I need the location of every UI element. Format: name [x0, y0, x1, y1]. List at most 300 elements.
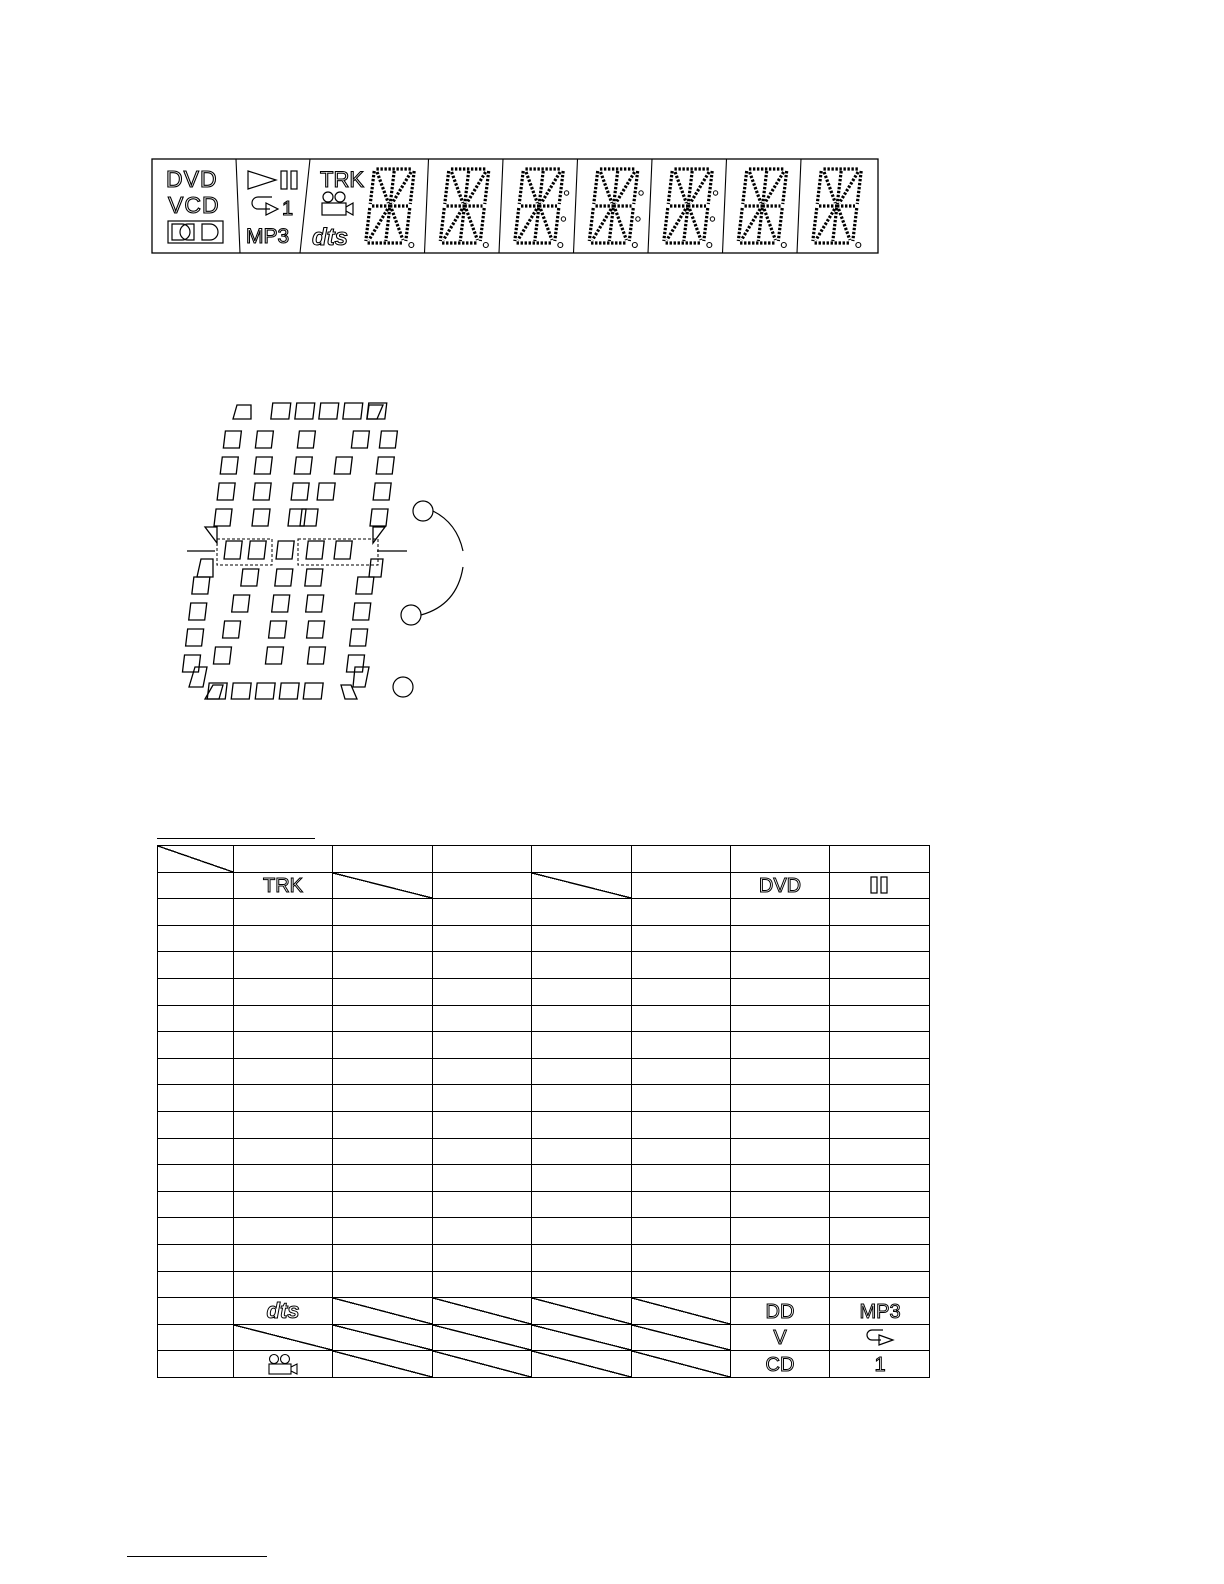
digit-segment [708, 171, 712, 204]
table-cell [730, 1058, 829, 1085]
digit-segment [559, 171, 563, 204]
table-cell [432, 1165, 531, 1192]
segment-cell [275, 569, 293, 586]
segment-cell [376, 457, 394, 474]
digit-segment [526, 172, 537, 203]
segment-cell [303, 683, 323, 699]
table-cell [333, 1324, 432, 1351]
segment-cell [373, 527, 385, 543]
segment-cell [220, 457, 238, 474]
table-cell [234, 1085, 333, 1112]
table-cell [631, 1058, 730, 1085]
segment-cell [334, 541, 352, 559]
svg-text:MP3: MP3 [858, 1300, 901, 1323]
table-cell [532, 1032, 631, 1059]
segment-cell [346, 655, 364, 672]
table-cell [432, 1271, 531, 1298]
segment-cell [367, 405, 383, 419]
digit-segment [369, 209, 388, 240]
segment-cell [351, 431, 369, 448]
table-cell [532, 1138, 631, 1165]
table-cell [631, 1085, 730, 1112]
table-cell [631, 1191, 730, 1218]
segment-cell [241, 569, 259, 586]
dolby-digital-icon [168, 221, 223, 243]
digit-segment [467, 172, 486, 203]
table-cell [532, 1111, 631, 1138]
digit-segment [589, 208, 593, 241]
camera-angle-icon [322, 192, 353, 215]
mp3-indicator: MP3 [246, 225, 290, 248]
table-cell [631, 1111, 730, 1138]
cell-label [235, 873, 331, 897]
digit-segment [824, 172, 835, 203]
svg-text:dts: dts [266, 1297, 300, 1323]
digit-row [366, 159, 861, 253]
digit-7 [797, 159, 861, 253]
table-cell [532, 1324, 631, 1351]
digit-segment [519, 171, 523, 204]
table-row [158, 899, 930, 926]
table-row [158, 1085, 930, 1112]
segment-detail-diagram [185, 395, 485, 715]
table-row [158, 1298, 930, 1325]
table-cell [432, 1191, 531, 1218]
table-cell [830, 1271, 929, 1298]
table-row [158, 925, 930, 952]
decimal-point [632, 243, 637, 248]
decimal-point [707, 243, 712, 248]
table-cell [158, 1165, 234, 1192]
table-cell [830, 899, 929, 926]
table-cell [730, 846, 829, 873]
colon-dot-icon [401, 605, 421, 625]
table-cell [432, 1298, 531, 1325]
pause-icon [869, 875, 891, 895]
cell-label [732, 1325, 828, 1349]
digit-segment [667, 209, 686, 240]
table-cell [234, 1324, 333, 1351]
table-cell [730, 1351, 829, 1378]
table-cell [631, 1005, 730, 1032]
digit-segment [765, 172, 784, 203]
segment-grid-table [157, 845, 930, 1378]
dvd-indicator: DVD [166, 166, 218, 192]
segment-cell [265, 647, 283, 664]
digit-segment [853, 208, 857, 241]
digit-segment [634, 171, 638, 204]
table-cell [158, 872, 234, 899]
segment-cell [253, 483, 271, 500]
segment-cell [272, 595, 290, 612]
table-cell [830, 846, 929, 873]
repeat-one-indicator: 1 [282, 198, 294, 220]
table-row [158, 846, 930, 873]
table-cell [532, 978, 631, 1005]
table-cell [830, 1191, 929, 1218]
decimal-point [781, 243, 786, 248]
digit-segment [764, 209, 775, 240]
table-cell [730, 1111, 829, 1138]
table-cell [730, 1005, 829, 1032]
table-cell [333, 1111, 432, 1138]
segment-cell [307, 647, 325, 664]
table-cell [532, 1244, 631, 1271]
table-cell [432, 1138, 531, 1165]
digit-segment [601, 172, 612, 203]
segment-cell [291, 483, 309, 500]
table-cell [333, 1165, 432, 1192]
digit-segment [406, 208, 410, 241]
digit-5 [648, 159, 718, 253]
table-cell [234, 872, 333, 899]
segment-cell [373, 483, 391, 500]
digit-segment [783, 171, 787, 204]
table-cell [158, 1191, 234, 1218]
digit-segment [555, 208, 559, 241]
repeat-icon [863, 1327, 897, 1347]
table-cell [631, 846, 730, 873]
table-cell [830, 1085, 929, 1112]
segment-cell [271, 403, 291, 419]
segment-cell [350, 629, 368, 646]
digit-segment [629, 208, 633, 241]
digit-1 [366, 169, 414, 248]
colon-dot [710, 217, 714, 221]
segment-cell [300, 509, 318, 526]
digit-segment [410, 171, 414, 204]
segment-cell [353, 667, 369, 687]
table-cell [830, 1351, 929, 1378]
table-cell [234, 1165, 333, 1192]
table-cell [333, 1298, 432, 1325]
table-cell [730, 1191, 829, 1218]
digit-segment [615, 209, 626, 240]
table-cell [234, 978, 333, 1005]
table-row [158, 872, 930, 899]
table-cell [158, 1058, 234, 1085]
segment-cell [252, 509, 270, 526]
table-cell [631, 899, 730, 926]
segment-cell [369, 559, 383, 577]
table-cell [432, 899, 531, 926]
camera-angle-icon [266, 1353, 300, 1375]
table-row [158, 1138, 930, 1165]
segment-cell [205, 527, 217, 543]
table-cell [432, 978, 531, 1005]
table-cell [730, 1085, 829, 1112]
segment-cell [255, 431, 273, 448]
table-cell [830, 1244, 929, 1271]
table-cell [234, 1191, 333, 1218]
table-cell [234, 1271, 333, 1298]
colon-dot [639, 191, 643, 195]
table-cell [532, 1058, 631, 1085]
digit-separator [797, 159, 801, 253]
table-cell [432, 872, 531, 899]
table-cell [234, 1111, 333, 1138]
digit-segment [816, 209, 835, 240]
digit-segment [518, 209, 537, 240]
table-cell [532, 1085, 631, 1112]
table-cell [730, 872, 829, 899]
segment-cell [223, 431, 241, 448]
table-cell [333, 872, 432, 899]
table-cell [333, 1271, 432, 1298]
cell-label [732, 873, 828, 897]
digit-segment [392, 172, 411, 203]
colon-connector-upper [433, 511, 463, 551]
segment-cell [189, 603, 207, 620]
table-cell [631, 1324, 730, 1351]
table-cell [333, 925, 432, 952]
table-cell [158, 1111, 234, 1138]
segment-cell [319, 403, 339, 419]
segment-cell [213, 647, 231, 664]
table-cell [234, 1351, 333, 1378]
table-caption-underline [157, 838, 315, 839]
svg-text:CD: CD [765, 1354, 795, 1377]
digit-segment [594, 171, 598, 204]
digit-segment [443, 209, 462, 240]
table-cell [830, 1298, 929, 1325]
segment-cell [288, 509, 306, 526]
table-row [158, 1032, 930, 1059]
table-cell [532, 872, 631, 899]
table-cell [234, 1298, 333, 1325]
svg-text:TRK: TRK [263, 875, 304, 898]
segment-cell [305, 569, 323, 586]
table-cell [158, 899, 234, 926]
digit-segment [743, 171, 747, 204]
digit-segment [750, 172, 761, 203]
digit-segment [592, 209, 611, 240]
table-cell [158, 1032, 234, 1059]
digit-4 [574, 159, 644, 253]
digit-segment [778, 208, 782, 241]
table-row [158, 1351, 930, 1378]
table-cell [234, 952, 333, 979]
table-row [158, 1005, 930, 1032]
colon-connector-lower [421, 567, 463, 615]
table-cell [158, 1218, 234, 1245]
segment-cell [231, 683, 251, 699]
digit-segment [704, 208, 708, 241]
segment-cell [294, 457, 312, 474]
digit-6 [723, 159, 787, 253]
table-cell [631, 1351, 730, 1378]
pause-icon [281, 171, 297, 189]
table-row [158, 1058, 930, 1085]
table-cell [158, 978, 234, 1005]
table-cell [432, 1005, 531, 1032]
segment-cell [379, 431, 397, 448]
table-cell [432, 1324, 531, 1351]
colon-dot-icon [413, 501, 433, 521]
decimal-point [483, 243, 488, 248]
cell-label [732, 1299, 828, 1323]
table-cell [333, 1085, 432, 1112]
table-cell [830, 952, 929, 979]
digit-segment [466, 209, 477, 240]
table-cell [830, 1111, 929, 1138]
svg-text:dts: dts [312, 224, 348, 251]
table-cell [730, 1032, 829, 1059]
table-cell [234, 1138, 333, 1165]
table-cell [830, 1058, 929, 1085]
highlight-box-right [298, 539, 378, 565]
table-cell [158, 1271, 234, 1298]
digit-segment [690, 209, 701, 240]
digit-separator [648, 159, 652, 253]
digit-segment [366, 208, 370, 241]
table-row [158, 1324, 930, 1351]
segment-cell [370, 509, 388, 526]
table-cell [234, 899, 333, 926]
table-cell [730, 1271, 829, 1298]
table-cell [532, 925, 631, 952]
digit-segment [668, 171, 672, 204]
table-cell [631, 872, 730, 899]
table-cell [532, 1218, 631, 1245]
table-cell [830, 1032, 929, 1059]
table-row [158, 1271, 930, 1298]
digit-segment [515, 208, 519, 241]
table-cell [234, 1218, 333, 1245]
segment-cell [189, 667, 207, 687]
digit-segment [616, 172, 635, 203]
table-cell [532, 899, 631, 926]
table-cell [333, 846, 432, 873]
table-cell [730, 1138, 829, 1165]
digit-segment [675, 172, 686, 203]
digit-2 [425, 159, 489, 253]
table-cell [234, 1244, 333, 1271]
svg-text:1: 1 [873, 1354, 886, 1377]
table-row [158, 1218, 930, 1245]
table-cell [158, 925, 234, 952]
digit-segment [452, 172, 463, 203]
table-cell [158, 1298, 234, 1325]
table-cell [830, 1324, 929, 1351]
digit-separator [723, 159, 727, 253]
table-cell [631, 1032, 730, 1059]
digit-segment [485, 171, 489, 204]
table-cell [234, 1005, 333, 1032]
digit-segment [392, 209, 403, 240]
table-cell [333, 1351, 432, 1378]
digit-segment [541, 209, 552, 240]
digit-segment [480, 208, 484, 241]
digit-segment [445, 171, 449, 204]
segment-cell [279, 683, 299, 699]
table-cell [234, 1032, 333, 1059]
table-cell [333, 899, 432, 926]
segment-cell [306, 541, 324, 559]
segment-cell [297, 431, 315, 448]
decimal-point [856, 243, 861, 248]
segment-cell [224, 541, 242, 559]
digit-segment [664, 208, 668, 241]
table-cell [432, 925, 531, 952]
table-cell [432, 1085, 531, 1112]
table-cell [631, 1244, 730, 1271]
segment-cell [255, 683, 275, 699]
colon-dot [636, 217, 640, 221]
segment-cell [295, 403, 315, 419]
table-row [158, 1191, 930, 1218]
panel-divider [236, 159, 240, 253]
panel-divider [300, 159, 310, 253]
table-cell [830, 1165, 929, 1192]
table-cell [234, 846, 333, 873]
segment-cell [233, 405, 251, 419]
segment-cell [356, 577, 374, 594]
svg-text:DVD: DVD [759, 875, 802, 898]
table-cell [333, 1138, 432, 1165]
segment-cell [214, 509, 232, 526]
digit-3 [499, 159, 569, 253]
segment-cell [306, 595, 324, 612]
table-cell [158, 846, 234, 873]
table-cell [432, 1218, 531, 1245]
table-cell [730, 925, 829, 952]
table-cell [631, 925, 730, 952]
digit-segment [839, 209, 850, 240]
table-cell [631, 1271, 730, 1298]
fl-display-panel [150, 157, 880, 257]
table-cell [532, 1005, 631, 1032]
table-cell [333, 1191, 432, 1218]
table-row [158, 1165, 930, 1192]
segment-cell [217, 483, 235, 500]
trk-indicator: TRK [320, 167, 364, 192]
table-cell [432, 1058, 531, 1085]
play-icon [248, 171, 276, 189]
dts-logo-icon [312, 224, 348, 251]
table-cell [432, 846, 531, 873]
table-cell [158, 952, 234, 979]
table-cell [158, 1138, 234, 1165]
digit-segment [741, 209, 760, 240]
table-cell [532, 846, 631, 873]
table-cell [532, 1165, 631, 1192]
digit-segment [690, 172, 709, 203]
digit-separator [574, 159, 578, 253]
colon-dot [561, 217, 565, 221]
table-cell [158, 1085, 234, 1112]
segment-cell [197, 559, 213, 577]
table-cell [730, 899, 829, 926]
table-cell [631, 952, 730, 979]
digit-segment [377, 172, 388, 203]
table-cell [730, 1244, 829, 1271]
table-cell [158, 1005, 234, 1032]
digit-segment [440, 208, 444, 241]
digit-separator [425, 159, 429, 253]
table-cell [333, 1244, 432, 1271]
segment-cell [223, 621, 241, 638]
table-cell [631, 1298, 730, 1325]
svg-text:V: V [773, 1327, 787, 1350]
table-row [158, 1244, 930, 1271]
table-cell [830, 1218, 929, 1245]
decimal-point [409, 243, 414, 248]
table-cell [532, 952, 631, 979]
cell-label [235, 1299, 331, 1323]
table-cell [830, 1138, 929, 1165]
footer-underline [127, 1556, 267, 1557]
